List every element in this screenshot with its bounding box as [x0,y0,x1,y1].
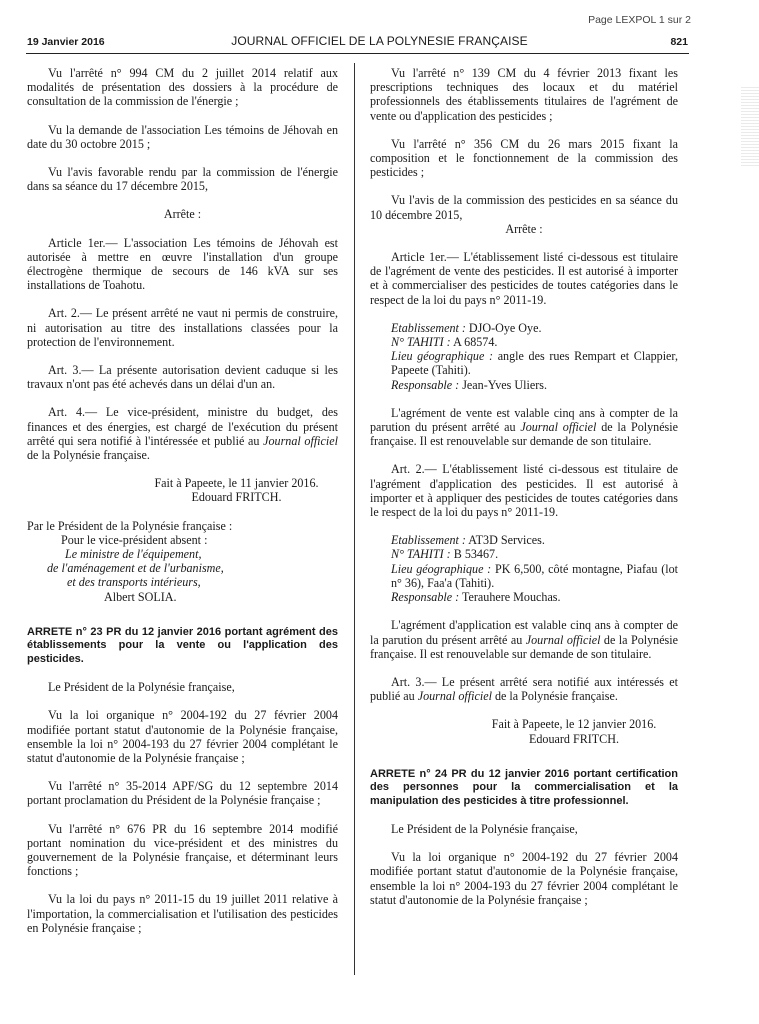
visa-paragraph: Vu l'arrêté n° 35-2014 APF/SG du 12 septembre 2014 portant proclamation du Président de la Polynésie française ; [27,779,338,808]
field-value: Terauhere Mouchas. [459,590,561,605]
minister-title: et des transports intérieurs, [67,575,201,590]
visa-paragraph: Vu l'arrêté n° 356 CM du 26 mars 2015 fixant la composition et le fonctionnement de la commission des pesticides ; [370,136,678,180]
visa-paragraph: Vu la loi organique n° 2004-192 du 27 février 2004 modifiée portant statut d'autonomie de la Polynésie française, ensemble la loi n° 2004-193 du 27 février 2004 complétant le statut d'autonomie de la Polynésie française ; [370,850,678,907]
field-label: Etablissement : [391,533,466,548]
right-column [370,66,678,921]
field-value: A 68574. [450,335,498,350]
journal-title: JOURNAL OFFICIEL DE LA POLYNESIE FRANÇAISE [231,34,528,48]
column-divider [354,63,355,975]
signature-place-date: Fait à Papeete, le 11 janvier 2016. [154,476,319,491]
president-line: Le Président de la Polynésie française, [48,680,235,695]
establishment-1 [370,321,678,392]
field-value: angle des rues Rempart et Clappier, Papeete (Tahiti). [391,349,678,378]
field-label: N° TAHITI : [391,335,451,350]
field-value: DJO-Oye Oye. [465,320,542,335]
par-line: Par le Président de la Polynésie française : [27,518,233,533]
agrement-tail: de la Polynésie française. Il est renouvelable sur demande de son titulaire. [370,420,678,449]
pour-line: Pour le vice-président absent : [61,532,208,547]
article-3-text: Art. 3.— Le présent arrêté sera notifié aux intéressés et publié au [370,674,678,704]
field-label: Responsable : [391,377,460,392]
field-value: AT3D Services. [465,533,545,548]
agrement-tail: de la Polynésie française. Il est renouvelable sur demande de son titulaire. [370,632,678,661]
article-3 [370,675,678,703]
visa-paragraph: Vu l'arrêté n° 676 PR du 16 septembre 2014 modifié portant nomination du vice-président et des ministres du gouvernement de la Polynésie française, et déterminant leurs fonctions ; [27,821,338,879]
visa-paragraph: Vu la loi du pays n° 2011-15 du 19 juillet 2011 relative à l'importation, la commercialisation et l'utilisation des pesticides en Polynésie française ; [27,892,338,935]
field-label: Lieu géographique : [391,561,492,576]
field-value: Jean-Yves Uliers. [459,377,547,392]
article-3-tail: de la Polynésie française. [491,689,618,704]
minister-title: Le ministre de l'équipement, [65,547,202,562]
visa-paragraph: Vu l'avis favorable rendu par la commission de l'énergie dans sa séance du 17 décembre 2015, [27,165,338,194]
lexpol-page-indicator: Page LEXPOL 1 sur 2 [588,14,691,26]
journal-officiel-ref: Journal officiel [417,689,492,704]
countersignature-block [27,519,338,604]
field-label: Etablissement : [391,320,466,335]
article-1: Article 1er.— L'association Les témoins de Jéhovah est autorisée à mettre en œuvre l'installation d'un groupe électrogène thermique de secours de 146 kVA sur ses installations de Toahotu. [27,235,338,293]
minister-name: Albert SOLIA. [104,589,177,604]
article-4-tail: de la Polynésie française. [27,448,150,463]
article-1: Article 1er.— L'établissement listé ci-dessous est titulaire de l'agrément de vente des pesticides. Il est autorisé à importer et à commercialiser des pesticides de toutes catégories dans le respect de la loi du pays n° 2011-19. [370,250,678,307]
scan-edge-mark [741,86,759,166]
field-label: Responsable : [391,590,460,605]
article-3: Art. 3.— La présente autorisation devient caduque si les travaux n'ont pas été achevés dans un délai d'un an. [27,363,338,392]
minister-title: de l'aménagement et de l'urbanisme, [47,561,224,576]
president-line: Le Président de la Polynésie française, [391,821,578,836]
signature-name: Edouard FRITCH. [528,731,620,746]
establishment-2 [370,533,678,604]
visa-paragraph: Vu l'arrêté n° 139 CM du 4 février 2013 fixant les prescriptions techniques des locaux et du matériel professionnels des établissements titulaires de l'agrément de vente ou d'application des pesticides ; [370,66,678,123]
visa-paragraph: Vu l'avis de la commission des pesticides en sa séance du 10 décembre 2015, [370,193,678,222]
field-value: B 53467. [450,547,499,562]
article-4-text: Art. 4.— Le vice-président, ministre du budget, des finances et des énergies, est chargé de l'exécution du présent arrêté qui sera notifié à l'intéressée et publié au [27,405,338,448]
agrement-paragraph [370,406,678,449]
signature-name: Edouard FRITCH. [191,490,282,505]
signature-place-date: Fait à Papeete, le 12 janvier 2016. [491,717,657,732]
signature-block [27,476,338,504]
header-rule [26,53,689,54]
visa-paragraph: Vu l'arrêté n° 994 CM du 2 juillet 2014 relatif aux modalités de présentation des dossiers à la procédure de consultation de la commission de l'énergie ; [27,66,338,109]
page-number: 821 [670,36,688,48]
signature-block [370,717,678,745]
article-2: Art. 2.— L'établissement listé ci-dessous est titulaire de l'agrément d'application des pesticides. Il est autorisé à importer et à appliquer des pesticides de toutes catégories dans le respect de la loi du pays n° 2011-19. [370,462,678,520]
issue-date: 19 Janvier 2016 [27,36,105,48]
arrete-23-heading: ARRETE n° 23 PR du 12 janvier 2016 portant agrément des établissements pour la vente ou l'application des pesticides. [27,625,338,665]
visa-paragraph: Vu la demande de l'association Les témoins de Jéhovah en date du 30 octobre 2015 ; [27,122,338,151]
arrete-label: Arrête : [505,221,543,236]
visa-paragraph: Vu la loi organique n° 2004-192 du 27 février 2004 modifiée portant statut d'autonomie de la Polynésie française, ensemble la loi n° 2004-193 du 27 février 2004 complétant le statut d'autonomie de la Polynésie française ; [27,708,338,765]
field-label: Lieu géographique : [391,349,494,364]
agrement-text: L'agrément d'application est valable cinq ans à compter de la parution du présent arrêté au [370,618,678,647]
journal-officiel-ref: Journal officiel [525,632,601,647]
agrement-paragraph [370,618,678,661]
article-2: Art. 2.— Le présent arrêté ne vaut ni permis de construire, ni autorisation au titre des installations classées pour la protection de l'environnement. [27,306,338,349]
field-label: N° TAHITI : [391,547,451,562]
arrete-24-heading: ARRETE n° 24 PR du 12 janvier 2016 portant certification des personnes pour la commercialisation et la manipulation des pesticides à titre professionnel. [370,767,678,807]
journal-officiel-ref: Journal officiel [263,433,338,448]
left-column [27,66,338,949]
journal-officiel-ref: Journal officiel [520,420,597,435]
arrete-label: Arrête : [163,207,202,222]
field-value: PK 6,500, côté montagne, Piafau (lot n° 36), Faa'a (Tahiti). [391,561,678,590]
article-4 [27,405,338,462]
agrement-text: L'agrément de vente est valable cinq ans à compter de la parution du présent arrêté au [370,405,678,435]
